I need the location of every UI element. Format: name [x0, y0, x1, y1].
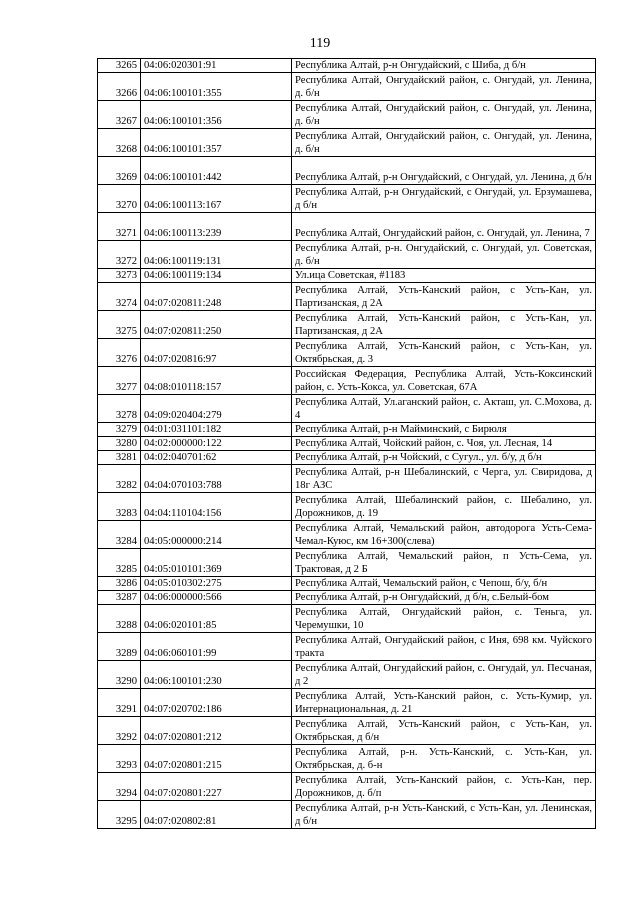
- table-row: [98, 73, 596, 101]
- row-number-cell: 3289: [98, 633, 141, 661]
- table-row: [98, 395, 596, 423]
- row-number-cell: 3293: [98, 745, 141, 773]
- cadastral-number-cell: 04:05:010101:369: [141, 549, 292, 577]
- table-row: [98, 465, 596, 493]
- cadastral-number-cell: 04:07:020811:248: [141, 283, 292, 311]
- row-number-cell: 3267: [98, 101, 141, 129]
- row-number-cell: 3291: [98, 689, 141, 717]
- cadastral-number-cell: 04:09:020404:279: [141, 395, 292, 423]
- table-row: [98, 101, 596, 129]
- row-number-cell: 3268: [98, 129, 141, 157]
- row-number-cell: 3294: [98, 773, 141, 801]
- address-cell: Республика Алтай, Шебалинский район, с. Шебалино, ул. Дорожников, д. 19: [292, 493, 596, 521]
- table-row: [98, 521, 596, 549]
- cadastral-number-cell: 04:06:100101:230: [141, 661, 292, 689]
- row-number-cell: 3292: [98, 717, 141, 745]
- table-row: [98, 451, 596, 465]
- cadastral-number-cell: 04:06:100119:131: [141, 241, 292, 269]
- table-row: [98, 185, 596, 213]
- address-cell: Республика Алтай, р-н Онгудайский, с Онгудай, ул. Ерзумашева, д б/н: [292, 185, 596, 213]
- address-cell: Республика Алтай, Онгудайский район, с. Онгудай, ул. Песчаная, д 2: [292, 661, 596, 689]
- row-number-cell: 3295: [98, 801, 141, 829]
- address-cell: Республика Алтай, Онгудайский район, с. Онгудай, ул. Ленина, д. б/н: [292, 73, 596, 101]
- row-number-cell: 3281: [98, 451, 141, 465]
- cadastral-number-cell: 04:07:020801:212: [141, 717, 292, 745]
- row-number-cell: 3278: [98, 395, 141, 423]
- table-row: [98, 577, 596, 591]
- row-number-cell: 3270: [98, 185, 141, 213]
- address-cell: Республика Алтай, р-н Онгудайский, д б/н, с.Белый-бом: [292, 591, 596, 605]
- row-number-cell: 3280: [98, 437, 141, 451]
- row-number-cell: 3282: [98, 465, 141, 493]
- row-number-cell: 3274: [98, 283, 141, 311]
- cadastral-number-cell: 04:07:020811:250: [141, 311, 292, 339]
- table-row: [98, 633, 596, 661]
- address-cell: Республика Алтай, Усть-Канский район, с Усть-Кан, ул. Партизанская, д 2А: [292, 311, 596, 339]
- address-cell: Республика Алтай, р-н Онгудайский, с Онгудай, ул. Ленина, д б/н: [292, 157, 596, 185]
- cadastral-number-cell: 04:07:020801:215: [141, 745, 292, 773]
- table-row: [98, 59, 596, 73]
- row-number-cell: 3266: [98, 73, 141, 101]
- cadastral-number-cell: 04:07:020702:186: [141, 689, 292, 717]
- table-row: [98, 339, 596, 367]
- cadastral-number-cell: 04:06:100113:167: [141, 185, 292, 213]
- address-cell: Республика Алтай, р-н Чойский, с Сугул., ул. б/у, д б/н: [292, 451, 596, 465]
- table-row: [98, 241, 596, 269]
- address-cell: Республика Алтай, Онгудайский район, с. Онгудай, ул. Ленина, д. б/н: [292, 101, 596, 129]
- table-row: [98, 437, 596, 451]
- address-cell: Республика Алтай, р-н. Усть-Канский, с. Усть-Кан, ул. Октябрьская, д. б-н: [292, 745, 596, 773]
- cadastral-number-cell: 04:04:110104:156: [141, 493, 292, 521]
- cadastral-number-cell: 04:02:000000:122: [141, 437, 292, 451]
- row-number-cell: 3277: [98, 367, 141, 395]
- table-row: [98, 591, 596, 605]
- cadastral-number-cell: 04:06:100119:134: [141, 269, 292, 283]
- address-cell: Республика Алтай, Усть-Канский район, с. Усть-Кан, пер. Дорожников, д. б/п: [292, 773, 596, 801]
- address-cell: Республика Алтай, р-н Майминский, с Бирюля: [292, 423, 596, 437]
- address-cell: Республика Алтай, Усть-Канский район, с Усть-Кан, ул. Октябрьская, д б/н: [292, 717, 596, 745]
- address-cell: Республика Алтай, Онгудайский район, с. Теньга, ул. Черемушки, 10: [292, 605, 596, 633]
- table-row: [98, 689, 596, 717]
- address-cell: Республика Алтай, Онгудайский район, с. Онгудай, ул. Ленина, д. б/н: [292, 129, 596, 157]
- table-row: [98, 773, 596, 801]
- registry-table: [97, 58, 596, 829]
- cadastral-number-cell: 04:06:060101:99: [141, 633, 292, 661]
- cadastral-number-cell: 04:06:000000:566: [141, 591, 292, 605]
- row-number-cell: 3272: [98, 241, 141, 269]
- address-cell: Республика Алтай, Усть-Канский район, с Усть-Кан, ул. Октябрьская, д. 3: [292, 339, 596, 367]
- table-row: [98, 717, 596, 745]
- table-row: [98, 423, 596, 437]
- address-cell: Республика Алтай, Чемальский район, п Усть-Сема, ул. Трактовая, д 2 Б: [292, 549, 596, 577]
- address-cell: Республика Алтай, Онгудайский район, с. Онгудай, ул. Ленина, 7: [292, 213, 596, 241]
- table-row: [98, 129, 596, 157]
- cadastral-number-cell: 04:06:020101:85: [141, 605, 292, 633]
- row-number-cell: 3276: [98, 339, 141, 367]
- cadastral-number-cell: 04:06:020301:91: [141, 59, 292, 73]
- address-cell: Республика Алтай, Чойский район, с. Чоя, ул. Лесная, 14: [292, 437, 596, 451]
- address-cell: Республика Алтай, Чемальский район, автодорога Усть-Сема-Чемал-Куюс, км 16+300(слева): [292, 521, 596, 549]
- address-cell: Республика Алтай, р-н. Онгудайский, с. Онгудай, ул. Советская, д. б/н: [292, 241, 596, 269]
- row-number-cell: 3271: [98, 213, 141, 241]
- address-cell: Ул.ица Советская, #1183: [292, 269, 596, 283]
- table-row: [98, 157, 596, 185]
- page-number: 119: [309, 36, 331, 51]
- table-row: [98, 661, 596, 689]
- row-number-cell: 3279: [98, 423, 141, 437]
- cadastral-number-cell: 04:06:100101:355: [141, 73, 292, 101]
- row-number-cell: 3265: [98, 59, 141, 73]
- table-row: [98, 605, 596, 633]
- cadastral-number-cell: 04:06:100101:442: [141, 157, 292, 185]
- cadastral-number-cell: 04:02:040701:62: [141, 451, 292, 465]
- cadastral-number-cell: 04:01:031101:182: [141, 423, 292, 437]
- cadastral-number-cell: 04:07:020816:97: [141, 339, 292, 367]
- cadastral-number-cell: 04:07:020801:227: [141, 773, 292, 801]
- address-cell: Российская Федерация, Республика Алтай, Усть-Коксинский район, с. Усть-Кокса, ул. Советская, 67А: [292, 367, 596, 395]
- row-number-cell: 3290: [98, 661, 141, 689]
- row-number-cell: 3283: [98, 493, 141, 521]
- address-cell: Республика Алтай, р-н Усть-Канский, с Усть-Кан, ул. Ленинская, д б/н: [292, 801, 596, 829]
- row-number-cell: 3269: [98, 157, 141, 185]
- cadastral-number-cell: 04:07:020802:81: [141, 801, 292, 829]
- cadastral-number-cell: 04:06:100101:356: [141, 101, 292, 129]
- cadastral-number-cell: 04:04:070103:788: [141, 465, 292, 493]
- row-number-cell: 3286: [98, 577, 141, 591]
- table-row: [98, 311, 596, 339]
- cadastral-number-cell: 04:06:100113:239: [141, 213, 292, 241]
- table-row: [98, 283, 596, 311]
- address-cell: Республика Алтай, р-н Шебалинский, с Черга, ул. Свиридова, д 18г АЗС: [292, 465, 596, 493]
- address-cell: Республика Алтай, Чемальский район, с Чепош, б/у, б/н: [292, 577, 596, 591]
- address-cell: Республика Алтай, Усть-Канский район, с. Усть-Кумир, ул. Интернациональная, д. 21: [292, 689, 596, 717]
- address-cell: Республика Алтай, Ул.аганский район, с. Акташ, ул. С.Мохова, д. 4: [292, 395, 596, 423]
- row-number-cell: 3288: [98, 605, 141, 633]
- row-number-cell: 3285: [98, 549, 141, 577]
- cadastral-number-cell: 04:05:010302:275: [141, 577, 292, 591]
- row-number-cell: 3287: [98, 591, 141, 605]
- table-row: [98, 745, 596, 773]
- table-row: [98, 367, 596, 395]
- row-number-cell: 3273: [98, 269, 141, 283]
- address-cell: Республика Алтай, Усть-Канский район, с Усть-Кан, ул. Партизанская, д 2А: [292, 283, 596, 311]
- table-row: [98, 493, 596, 521]
- table-row: [98, 549, 596, 577]
- cadastral-number-cell: 04:06:100101:357: [141, 129, 292, 157]
- cadastral-number-cell: 04:05:000000:214: [141, 521, 292, 549]
- row-number-cell: 3275: [98, 311, 141, 339]
- registry-table-body: [98, 59, 596, 829]
- address-cell: Республика Алтай, р-н Онгудайский, с Шиба, д б/н: [292, 59, 596, 73]
- table-row: [98, 801, 596, 829]
- table-row: [98, 269, 596, 283]
- row-number-cell: 3284: [98, 521, 141, 549]
- cadastral-number-cell: 04:08:010118:157: [141, 367, 292, 395]
- table-row: [98, 213, 596, 241]
- address-cell: Республика Алтай, Онгудайский район, с Иня, 698 км. Чуйского тракта: [292, 633, 596, 661]
